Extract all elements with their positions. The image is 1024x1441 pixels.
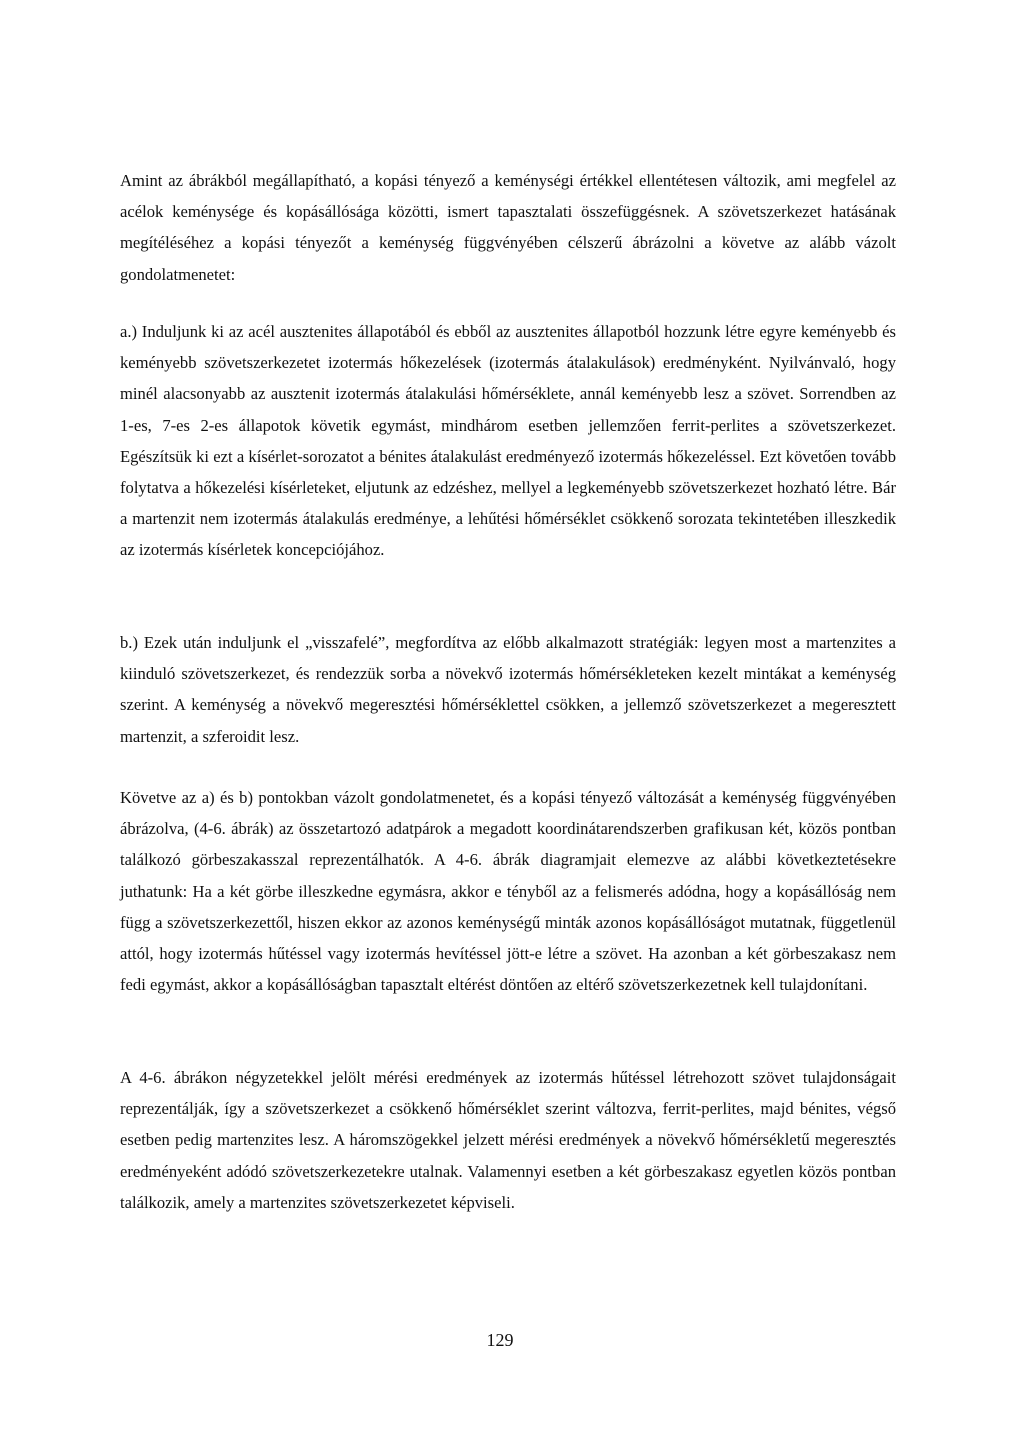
paragraph-b: b.) Ezek után induljunk el „visszafelé”, megfordítva az előbb alkalmazott stratégiák: legyen most a martenzites a kiinduló szövetszerkezet, és rendezzük sorba a növekvő izotermás hőmérsékleteken kezelt mintákat a keménység szerint. A keménység a növekvő megeresztési hőmérséklettel csökken, a jellemző szövetszerkezet a megeresztett martenzit, a szferoidit lesz. (120, 633, 896, 746)
page-number: 129 (486, 1330, 514, 1350)
paragraph-a: a.) Induljunk ki az acél ausztenites állapotából és ebből az ausztenites állapotból hozzunk létre egyre keményebb és keményebb szövetszerkezetet izotermás hőkezelések (izotermás átalakulások) eredményként. Nyilvánvaló, hogy minél alacsonyabb az ausztenit izotermás átalakulási hőmérséklete, annál keményebb lesz a szövet. Sorrendben az 1-es, 7-es 2-es állapotok követik egymást, mindhárom esetben jellemzően ferrit-perlites a szövetszerkezet. Egészítsük ki ezt a kísérlet-sorozatot a bénites átalakulást eredményező izotermás hőkezeléssel. Ezt követően tovább folytatva a hőkezelési kísérleteket, eljutunk az edzéshez, mellyel a legkeményebb szövetszerkezet hozható létre. Bár a martenzit nem izotermás átalakulás eredménye, a lehűtési hőmérséklet csökkenő sorozata tekintetében illeszkedik az izotermás kísérletek koncepciójához. (120, 322, 896, 560)
paragraph-analysis: Követve az a) és b) pontokban vázolt gondolatmenetet, és a kopási tényező változását a keménység függvényében ábrázolva, (4-6. ábrák) az összetartozó adatpárok a megadott koordinátarendszerben grafikusan két, közös pontban találkozó görbeszakasszal reprezentálhatók. A 4-6. ábrák diagramjait elemezve az alábbi következtetésekre juthatunk: Ha a két görbe illeszkedne egymásra, akkor e tényből az a felismerés adódna, hogy a kopásállóság nem függ a szövetszerkezettől, hiszen ekkor az azonos keménységű minták azonos kopásállóságot mutatnak, függetlenül attól, hogy izotermás hűtéssel vagy izotermás hevítéssel jött-e létre a szövet. Ha azonban a két görbeszakasz nem fedi egymást, akkor a kopásállóságban tapasztalt eltérést döntően az eltérő szövetszerkezetnek kell tulajdonítani. (120, 788, 896, 995)
paragraph-figures: A 4-6. ábrákon négyzetekkel jelölt mérési eredmények az izotermás hűtéssel létrehozott szövet tulajdonságait reprezentálják, így a szövetszerkezet a csökkenő hőmérséklet szerint változva, ferrit-perlites, majd bénites, végső esetben pedig martenzites lesz. A háromszögekkel jelzett mérési eredmények a növekvő hőmérsékletű megeresztés eredményeként adódó szövetszerkezetekre utalnak. Valamennyi esetben a két görbeszakasz egyetlen közös pontban találkozik, amely a martenzites szövetszerkezetet képviseli. (120, 1068, 896, 1212)
paragraph-intro: Amint az ábrákból megállapítható, a kopási tényező a keménységi értékkel ellentétesen változik, ami megfelel az acélok keménysége és kopásállósága közötti, ismert tapasztalati összefüggésnek. A szövetszerkezet hatásának megítéléséhez a kopási tényezőt a keménység függvényében célszerű ábrázolni a követve az alább vázolt gondolatmenetet: (120, 171, 896, 284)
